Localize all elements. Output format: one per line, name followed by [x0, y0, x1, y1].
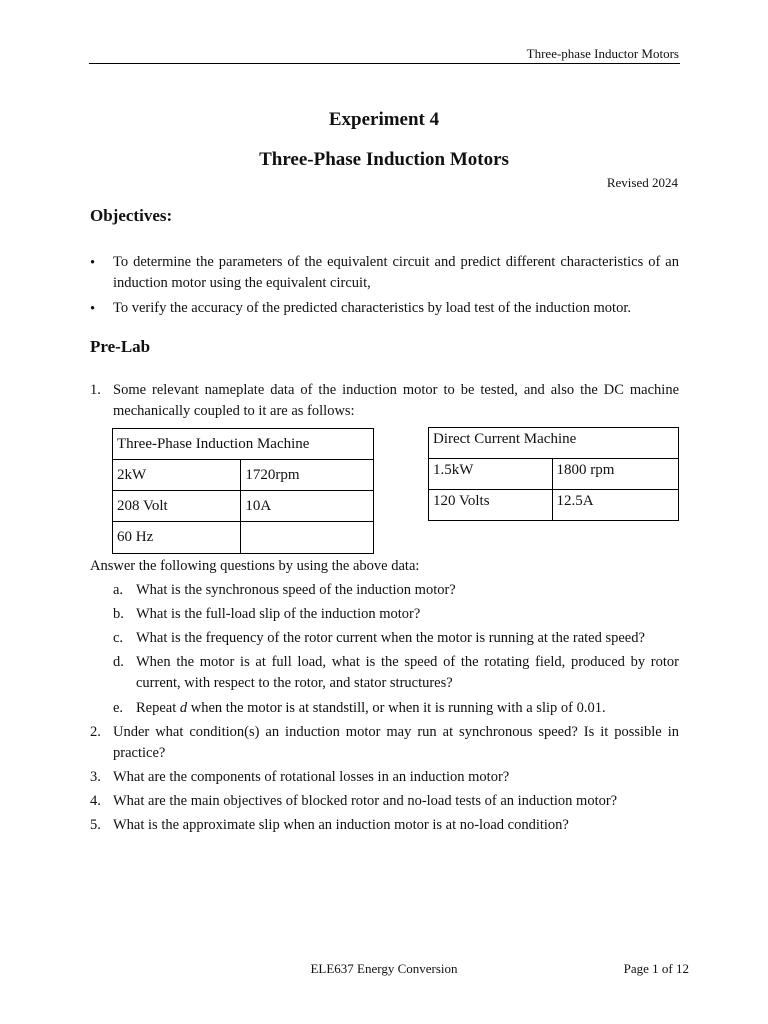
- revision-note: Revised 2024: [606, 175, 678, 190]
- question-number: 2.: [90, 724, 101, 740]
- subquestion-letter: d.: [113, 654, 124, 670]
- table-cell: 1.5kW: [429, 459, 553, 490]
- bullet-icon: •: [90, 255, 96, 271]
- question-text: What is the approximate slip when an induction motor is at no-load condition?: [113, 817, 569, 833]
- header-rule: [89, 63, 680, 64]
- dc-machine-table: [428, 427, 679, 521]
- table-cell: 1720rpm: [241, 460, 374, 491]
- objective-item: To determine the parameters of the equivalent circuit and predict different characteristics of an induction motor using the equivalent circuit,: [113, 254, 679, 291]
- subquestion-text: Repeat d when the motor is at standstill, or when it is running with a slip of 0.01.: [136, 700, 606, 716]
- question-number: 3.: [90, 769, 101, 785]
- experiment-title: Experiment 4: [328, 109, 440, 130]
- objective-item: To verify the accuracy of the predicted characteristics by load test of the induction motor.: [113, 300, 631, 316]
- subquestion-text: What is the frequency of the rotor current when the motor is running at the rated speed?: [136, 630, 645, 646]
- subquestion-text: What is the full-load slip of the induction motor?: [136, 606, 421, 622]
- induction-machine-table: [112, 428, 374, 554]
- objectives-heading: Objectives:: [90, 206, 173, 225]
- bullet-icon: •: [90, 301, 96, 317]
- table-cell: 120 Volts: [429, 490, 553, 521]
- table-cell: 12.5A: [552, 490, 678, 521]
- table-cell: 10A: [241, 491, 374, 522]
- subquestion-letter: b.: [113, 606, 124, 622]
- running-header: Three-phase Inductor Motors: [526, 46, 679, 61]
- subquestion-letter: a.: [113, 582, 124, 598]
- experiment-subtitle: Three-Phase Induction Motors: [259, 149, 509, 170]
- question-number: 1.: [90, 382, 101, 398]
- question-number: 4.: [90, 793, 101, 809]
- table-cell: 60 Hz: [113, 522, 241, 554]
- subquestion-text: What is the synchronous speed of the induction motor?: [136, 582, 456, 598]
- table-title: Direct Current Machine: [429, 428, 679, 459]
- answer-intro: Answer the following questions by using the above data:: [90, 558, 420, 574]
- subquestion-letter: e.: [113, 700, 124, 716]
- subquestion-text: When the motor is at full load, what is the speed of the rotating field, produced by rotor current, with respect to the rotor, and stator structures?: [136, 654, 679, 691]
- footer-course: ELE637 Energy Conversion: [310, 961, 458, 976]
- table-cell: [241, 522, 374, 554]
- subquestion-letter: c.: [113, 630, 124, 646]
- question-text: What are the main objectives of blocked rotor and no-load tests of an induction motor?: [113, 793, 618, 809]
- table-cell: 2kW: [113, 460, 241, 491]
- prelab-heading: Pre-Lab: [90, 337, 151, 356]
- question-number: 5.: [90, 817, 101, 833]
- footer-page-number: Page 1 of 12: [623, 961, 689, 976]
- question-text: Under what condition(s) an induction motor may run at synchronous speed? Is it possible in practice?: [113, 724, 679, 761]
- table-cell: 208 Volt: [113, 491, 241, 522]
- question-text: Some relevant nameplate data of the induction motor to be tested, and also the DC machine mechanically coupled to it are as follows:: [113, 382, 679, 419]
- table-title: Three-Phase Induction Machine: [113, 429, 374, 460]
- question-text: What are the components of rotational losses in an induction motor?: [113, 769, 510, 785]
- table-cell: 1800 rpm: [552, 459, 678, 490]
